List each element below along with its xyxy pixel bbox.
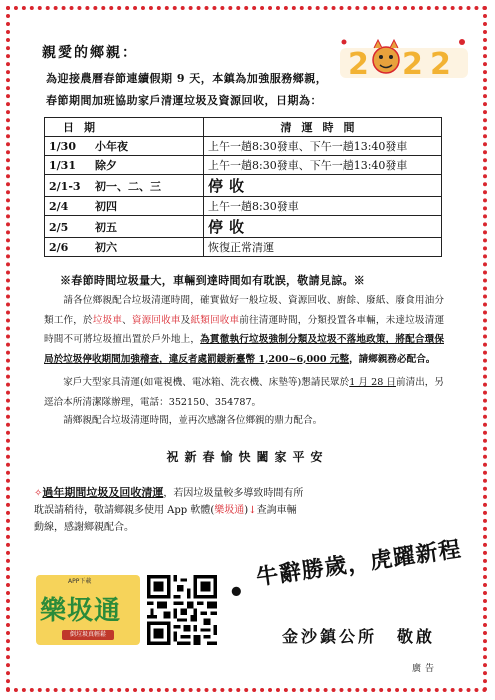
- holiday-text-a: ，若因垃圾量較多導致時間有所耽誤請稍待，敬請鄉親多使用 App 軟體(: [34, 488, 304, 516]
- row-day: 初六: [95, 241, 117, 254]
- table-row: [45, 156, 442, 175]
- row-day: 初一、二、三: [95, 179, 161, 193]
- logo-digit-2c: 2: [430, 47, 451, 82]
- closing-word: 敬啟: [397, 627, 436, 646]
- app-download-label: APP下載: [68, 578, 92, 585]
- p3-text: 請鄉親配合垃圾清運時間，並再次感謝各位鄉親的鼎力配合。: [63, 415, 323, 426]
- p1-text-b: 、: [122, 314, 132, 326]
- p1-text-e: ，請鄉親務必配合。: [349, 353, 436, 365]
- row-day: 除夕: [95, 159, 117, 172]
- row-time-stop: 停收: [204, 175, 442, 197]
- p1-text-a: 請各位鄉親配合垃圾清運時間，確實做好一般垃圾、資源回收、廚餘、廢紙、廢食用油分類工作，於: [44, 295, 444, 326]
- table-row: [45, 216, 442, 238]
- row-date: 2/6: [49, 241, 69, 254]
- new-year-slogan: 牛辭勝歲，虎躍新程: [254, 537, 464, 591]
- table-row: [45, 238, 442, 257]
- header-time: 清運時間: [204, 118, 442, 137]
- p2-text-b: 前清出，另逕洽本所清潔隊辦理，電話：352150、354787。: [44, 377, 444, 408]
- holiday-text-c: 查詢車輛動線，感謝鄉親配合。: [34, 505, 297, 533]
- paragraph-sorting-rules: [44, 291, 444, 369]
- holiday-title: 過年期間垃圾及回收清運: [42, 486, 164, 499]
- office-name: 金沙鎮公所: [282, 627, 378, 646]
- row-day: 初五: [95, 220, 117, 234]
- table-row: [45, 175, 442, 197]
- app-tagline: 倒垃圾真輕鬆: [62, 630, 114, 640]
- sparkle-icon: ✧: [34, 488, 43, 499]
- row-day: 小年夜: [95, 140, 128, 153]
- row-date: 1/31: [49, 159, 76, 172]
- paragraph-bulky-waste: [44, 373, 444, 412]
- row-date: 2/1-3: [49, 179, 81, 193]
- row-time-stop: 停收: [204, 216, 442, 238]
- row-date: 1/30: [49, 140, 76, 153]
- recycling-truck-label: 資源回收車: [131, 314, 181, 326]
- qr-code-icon[interactable]: [147, 575, 217, 645]
- paper-truck-label: 紙類回收車: [190, 314, 240, 326]
- holiday-text-b: ): [244, 505, 249, 516]
- bulky-waste-date: 1 月 28 日: [349, 377, 396, 388]
- p2-text-a: 家戶大型家具清運(如電視機、電冰箱、洗衣機、床墊等)懇請民眾於: [63, 377, 350, 388]
- row-time: 恢復正常清運: [204, 238, 442, 257]
- row-date: 2/5: [49, 220, 69, 234]
- advertisement-label: 廣告: [412, 664, 439, 674]
- app-logo-name: 樂圾通: [40, 596, 122, 626]
- row-time: 上午一趟8:30發車: [204, 197, 442, 216]
- app-name-inline: 樂圾通: [214, 505, 245, 516]
- table-row: [45, 137, 442, 156]
- garbage-truck-label: 垃圾車: [92, 314, 123, 326]
- schedule-table: [44, 117, 442, 257]
- row-time: 上午一趟8:30發車、下午一趟13:40發車: [204, 137, 442, 156]
- delay-note: ※春節時間垃圾量大，車輛到達時間如有耽誤，敬請見諒。※: [60, 274, 366, 287]
- slogan-bullet: •: [228, 578, 245, 608]
- logo-digit-2b: 2: [402, 47, 423, 82]
- intro-line-1: 為迎接農曆春節連續假期 9 天，本鎮為加強服務鄉親，: [46, 72, 328, 85]
- header-date: 日期: [45, 118, 204, 137]
- schedule-header-row: [45, 118, 442, 137]
- arrow-down-icon: ↓: [248, 505, 257, 516]
- signature: [282, 624, 435, 647]
- intro-line-2: 春節期間加班協助家戶清運垃圾及資源回收，日期為：: [46, 94, 322, 107]
- greeting: 親愛的鄉親：: [42, 45, 138, 61]
- tiger-2022-logo: [340, 28, 468, 84]
- p1-text-c: 及: [180, 314, 191, 326]
- row-day: 初四: [95, 200, 117, 213]
- row-time: 上午一趟8:30發車、下午一趟13:40發車: [204, 156, 442, 175]
- penalty-notice: 為貫徹執行垃圾強制分類及垃圾不落地政策，將配合環保局於垃圾停收期間加強稽查，違反者處罰鍰新臺幣 1,200~6,000 元整: [44, 334, 445, 365]
- p1-text-d: 前往清運時間，分類投置各車輛，未達垃圾清運時間不可將垃圾擅出置於戶外地上，: [44, 314, 445, 345]
- row-date: 2/4: [49, 200, 69, 213]
- table-row: [45, 197, 442, 216]
- holiday-notice: [34, 484, 304, 536]
- tiger-face-icon: [373, 47, 399, 73]
- new-year-blessing: 祝新春愉快闔家平安: [166, 450, 329, 464]
- paragraph-thanks: [44, 411, 444, 431]
- logo-digit-2: 2: [348, 47, 369, 82]
